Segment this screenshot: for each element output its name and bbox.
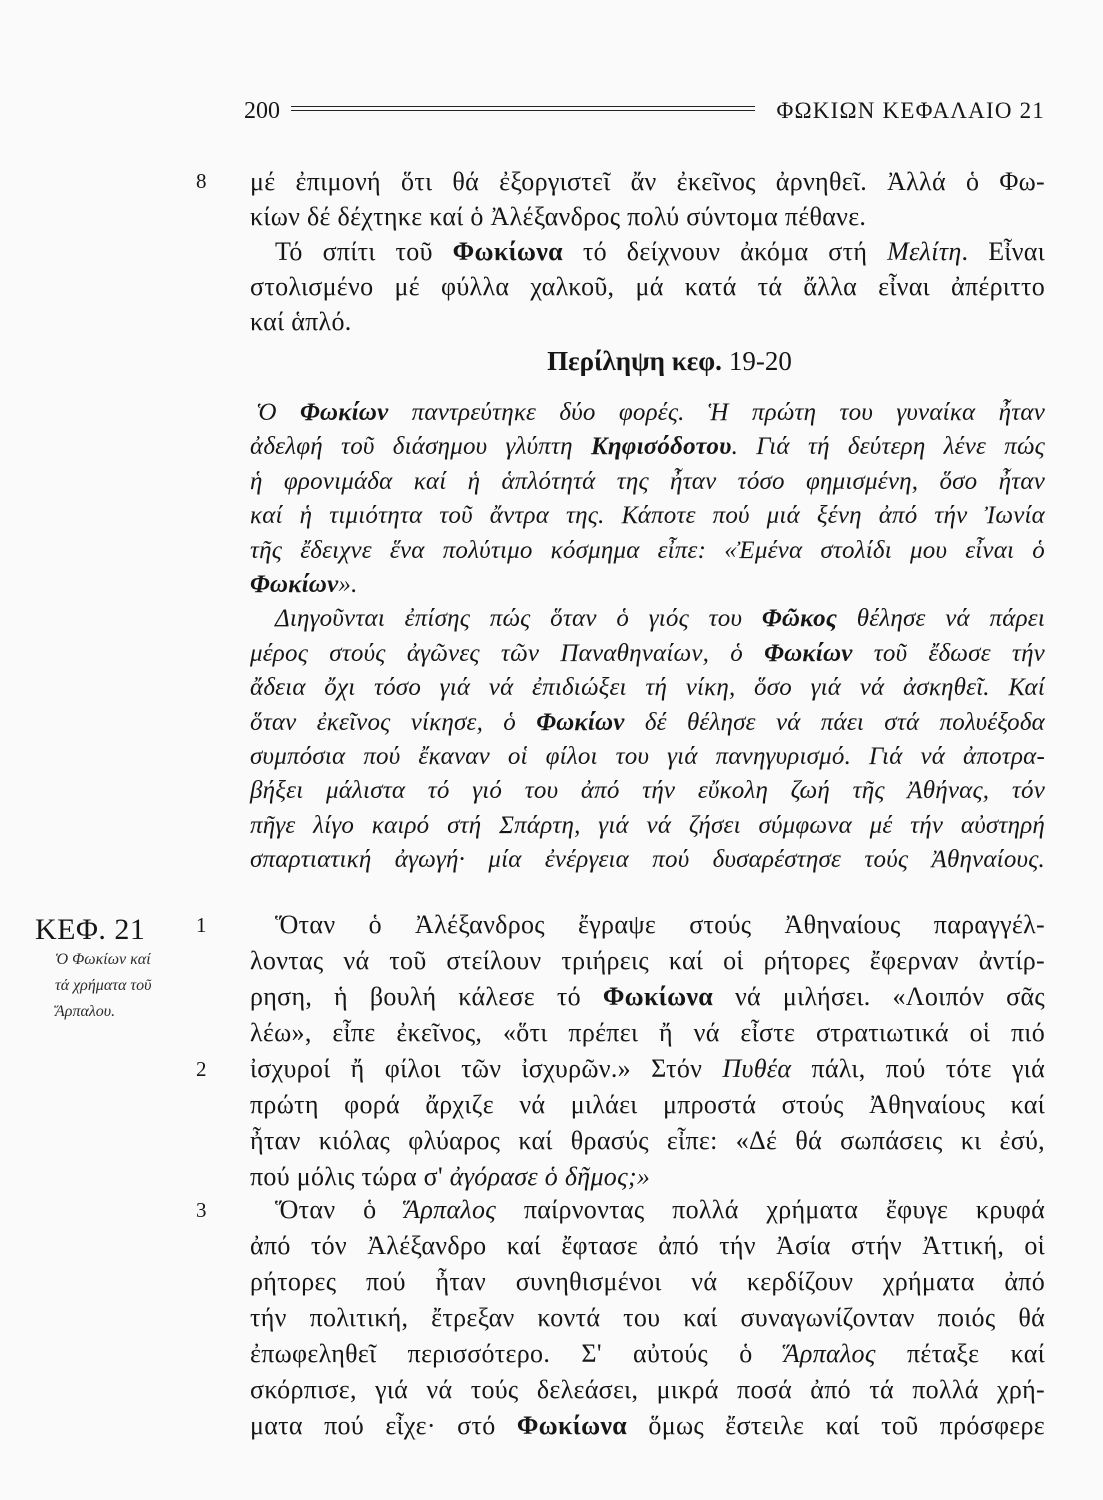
text-run: ρήτορες πού ἦταν συνηθισμένοι νά κερδίζουν χρήματα ἀπό [250,1267,1045,1296]
summary-heading-label: Περίληψη κεφ. [547,346,722,376]
paragraph [250,234,1045,339]
emphasized-text-run: Φῶκος [761,605,838,633]
text-run: καί ἁπλό. [250,307,352,336]
text-line [250,1336,1045,1372]
text-line [250,568,1045,602]
text-line [250,1015,1045,1051]
margin-section-number: 1 [196,913,207,937]
emphasized-text-run: Φωκίωνα [452,237,563,266]
text-run: ὅμως ἔστειλε καί τοῦ πρόσφερε [627,1411,1045,1440]
text-run: στολισμένο μέ φύλλα χαλκοῦ, μά κατά τά ἄλλα εἶναι ἀπέριττο [250,272,1045,301]
text-run: πέταξε καί [875,1339,1045,1368]
text-run: παντρεύτηκε δύο φορές. Ἡ πρώτη του γυναίκα ἦταν [388,399,1046,426]
text-run: κίων δέ δέχτηκε καί ὁ Ἀλέξανδρος πολύ σύντομα πέθανε. [250,202,867,231]
text-line [250,534,1045,568]
emphasized-text-run: Μελίτη [887,237,962,266]
text-line [250,1228,1045,1264]
text-line [196,907,1045,943]
running-title: ΦΩΚΙΩΝ ΚΕΦΑΛΑΙΟ 21 [776,98,1045,123]
margin-section-number: 8 [196,169,207,193]
text-run: ἡ φρονιμάδα καί ἡ ἁπλότητά της ἦταν τόσο φημισμένη, ὅσο ἦταν [250,467,1045,495]
text-run: πάλι, πού τότε γιά [791,1054,1046,1083]
text-line [250,1408,1045,1444]
text-run: ἄδεια ὄχι τόσο γιά νά ἐπιδιώξει τή νίκη, ὅσο γιά νά ἀσκηθεῖ. Καί [250,674,1045,702]
text-line [250,1264,1045,1300]
text-run: Διηγοῦνται ἐπίσης πώς ὅταν ὁ γιός του [275,605,762,633]
text-line [196,164,1045,199]
emphasized-text-run: Φωκίωνα [516,1411,628,1440]
text-line [250,843,1045,877]
text-line [250,234,1045,269]
text-run: ἀπό τόν Ἀλέξανδρο καί ἔφτασε ἀπό τήν Ἀσία στήν Ἀττική, οἱ [250,1231,1045,1260]
emphasized-text-run: Φωκίων [536,708,625,736]
text-line [250,396,1045,430]
paragraph [250,602,1045,877]
chapter-subtitle-line: Ὁ Φωκίων καί [55,951,151,968]
summary-heading [250,344,1045,378]
text-line [196,1192,1045,1228]
paragraph [196,164,1045,234]
text-line [196,1051,1046,1087]
text-line [250,706,1045,740]
text-run: ματα πού εἶχε· στό [250,1411,517,1440]
text-line [250,943,1045,979]
text-line [250,671,1045,705]
text-line [250,979,1045,1015]
text-run: Ὅταν ὁ [275,1195,405,1224]
text-line [250,499,1045,533]
text-line [250,304,1045,339]
emphasized-text-run: ἀγόρασε ὁ δῆμος;» [449,1162,651,1191]
text-run: νά μιλήσει. «Λοιπόν σᾶς [713,982,1045,1011]
emphasized-text-run: Ἅρπαλος [783,1339,876,1368]
text-run: λέω», εἶπε ἐκεῖνος, «ὅτι πρέπει ἤ νά εἶστε στρατιωτικά οἱ πιό [250,1018,1045,1047]
text-run: ». [338,571,358,599]
text-run: ἀδελφή τοῦ διάσημου γλύπτη [250,433,591,461]
emphasized-text-run: Φωκίωνα [602,982,714,1011]
emphasized-text-run: Ἅρπαλος [404,1195,497,1224]
chapter-subtitle-line: Ἅρπαλου. [55,1003,116,1020]
margin-section-number: 3 [196,1198,207,1222]
text-run: λοντας νά τοῦ στείλουν τριήρεις καί οἱ ρήτορες ἔφερναν ἀντίρ- [250,946,1045,975]
text-run: πῆγε λίγο καιρό στή Σπάρτη, γιά νά ζήσει σύμφωνα μέ τήν αὐστηρή [250,811,1045,839]
text-line [250,465,1045,499]
page-number: 200 [244,98,280,124]
text-run: παίρνοντας πολλά χρήματα ἔφυγε κρυφά [496,1195,1045,1224]
text-run: σκόρπισε, γιά νά τούς δελεάσει, μικρά ποσά ἀπό τά πολλά χρή- [250,1375,1045,1404]
text-run: τήν πολιτική, ἔτρεξαν κοντά του καί συναγωνίζονταν ποιός θά [250,1303,1045,1332]
emphasized-text-run: Φωκίων [250,571,339,599]
emphasized-text-run: Φωκίων [764,639,853,667]
text-line [250,637,1045,671]
text-run: ὅταν ἐκεῖνος νίκησε, ὁ [250,708,537,736]
text-line [250,809,1045,843]
text-run: πρώτη φορά ἄρχιζε νά μιλάει μπροστά στούς Ἀθηναίους καί [250,1090,1045,1119]
text-run: ἦταν κιόλας φλύαρος καί θρασύς εἶπε: «Δέ θά σωπάσεις κι ἐσύ, [250,1126,1045,1155]
summary-heading-range: 19-20 [728,346,792,376]
text-run: συμπόσια πού ἔκαναν οἱ φίλοι του γιά πανηγυρισμό. Γιά νά ἀποτρα- [250,743,1045,771]
chapter-21-sections-1-2 [196,907,1046,1195]
text-line [250,1372,1045,1408]
text-run: δέ θέλησε νά πάει στά πολυέξοδα [624,708,1045,736]
chapter-21-section-3 [196,1192,1045,1444]
text-run: βήξει μάλιστα τό γιό του ἀπό τήν εὔκολη ζωή τῆς Ἀθήνας, τόν [250,777,1045,805]
emphasized-text-run: Κηφισόδοτου [590,433,732,461]
text-line [250,774,1045,808]
text-run: τό δείχνουν ἀκόμα στή [562,237,888,266]
text-run: καί ἡ τιμιότητα τοῦ ἄντρα της. Κάποτε πού μιά ξένη ἀπό τήν Ἰωνία [250,502,1045,530]
emphasized-text-run: Φωκίων [300,399,389,426]
chapter-subtitle [55,947,175,1025]
margin-section-number: 2 [196,1057,207,1081]
text-line [250,602,1045,636]
text-line [250,1159,1045,1195]
text-run: . Γιά τή δεύτερη λένε πώς [731,433,1046,461]
text-run: ἰσχυροί ἤ φίλοι τῶν ἰσχυρῶν.» Στόν [250,1054,723,1083]
emphasized-text-run: Πυθέα [722,1054,792,1083]
chapter-subtitle-line: τά χρήματα τοῦ [55,977,152,994]
text-line [250,1300,1045,1336]
text-line [250,1123,1045,1159]
text-run: Ὁ [256,399,300,426]
header-double-rule [291,106,755,111]
text-run: Τό σπίτι τοῦ [275,237,453,266]
text-run: μέρος στούς ἀγῶνες τῶν Παναθηναίων, ὁ [250,639,765,667]
text-run: τῆς ἔδειχνε ἕνα πολύτιμο κόσμημα εἶπε: «Ἐμένα στολίδι μου εἶναι ὁ [250,536,1045,564]
paragraph [196,1192,1045,1444]
text-line [250,430,1045,464]
text-line [250,269,1045,304]
carryover-text-block [196,164,1045,339]
text-run: Ὅταν ὁ Ἀλέξανδρος ἔγραψε στούς Ἀθηναίους παραγγέλ- [275,910,1045,939]
text-run: θέλησε νά πάρει [837,605,1046,633]
paragraph [250,396,1045,602]
text-run: τοῦ ἔδωσε τήν [852,639,1045,667]
paragraph [196,907,1046,1195]
text-line [250,1087,1045,1123]
text-run: μέ ἐπιμονή ὅτι θά ἐξοργιστεῖ ἄν ἐκεῖνος ἀρνηθεῖ. Ἀλλά ὁ Φω- [250,167,1045,196]
summary-text-block [250,396,1045,878]
chapter-label: ΚΕΦ. 21 [35,913,146,946]
text-run: ρηση, ἡ βουλή κάλεσε τό [250,982,603,1011]
text-run: πού μόλις τώρα σ' [250,1162,450,1191]
text-line [250,199,1045,234]
text-run: σπαρτιατική ἀγωγή· μία ἐνέργεια πού δυσαρέστησε τούς Ἀθηναίους. [250,846,1045,874]
text-line [250,740,1045,774]
text-run: . Εἶναι [961,237,1045,266]
text-run: ἐπωφεληθεῖ περισσότερο. Σ' αὐτούς ὁ [250,1339,784,1368]
